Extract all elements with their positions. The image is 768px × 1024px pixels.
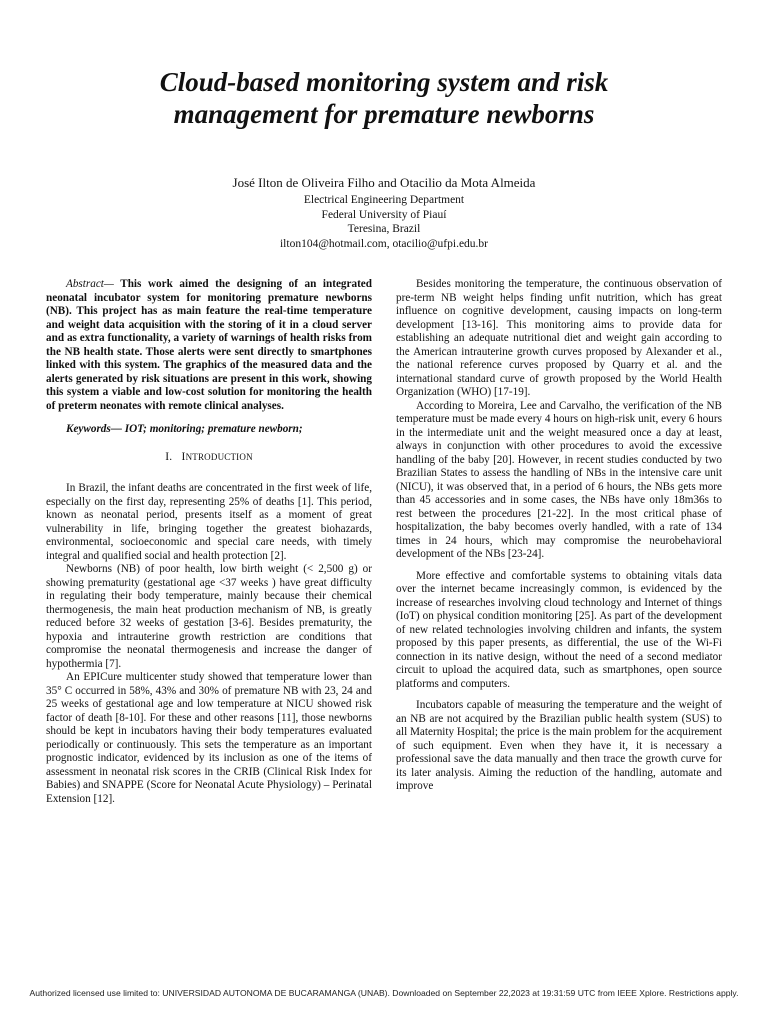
- affiliation-emails: ilton104@hotmail.com, otacilio@ufpi.edu.br: [279, 237, 489, 250]
- section-heading-introduction: [46, 451, 372, 465]
- title-line-1: Cloud-based monitoring system and risk: [159, 67, 609, 97]
- intro-paragraph-6: More effective and comfortable systems to obtaining vitals data over the internet became increasingly common, is evidenced by the increase of researches involving cloud technology and Internet of things (IoT) on physical condition monitoring [25]. As part of the development of new related technologies involving children and infants, the system proposed by this paper presents, as differential, the use of the Wi-Fi connection in its native design, without the need of a second mediator circuit to upload the acquired data, such as smartphones, open source platforms and computers.: [396, 569, 722, 690]
- intro-paragraph-4: Besides monitoring the temperature, the continuous observation of pre-term NB weight helps finding unfit nutrition, which has great influence on cognitive development, causing impacts on long-term development [13-16]. This monitoring aims to provide data for establishing an adequate nutritional diet and weight gain according to the American intrauterine growth curves proposed by Alexander et al., the national reference curves proposed by Quarry et al. and the international standard curve of growth proposed by the World Health Organization (WHO) [17-19].: [396, 278, 722, 398]
- affiliation-university: Federal University of Piauí: [321, 208, 447, 221]
- section-first-letter: I: [181, 450, 186, 463]
- affiliation: [0, 193, 768, 251]
- right-column: [396, 278, 722, 802]
- affiliation-location: Teresina, Brazil: [347, 223, 421, 235]
- keywords-label: Keywords—: [66, 423, 122, 435]
- paper-title: [0, 66, 768, 130]
- intro-paragraph-1: In Brazil, the infant deaths are concentrated in the first week of life, especially on the first day, representing 25% of deaths [1]. This period, known as neonatal period, presents itself as a moment of great vulnerability in life, bringing together the greatest biohazards, environmental, socioeconomic and special care needs, with timely integral and qualified social and health protection [2].: [46, 482, 372, 562]
- intro-paragraph-2: Newborns (NB) of poor health, low birth weight (< 2,500 g) or showing prematurity (gestational age <37 weeks ) have great difficulty in regulating their body temperature, mainly because their chemical thermogenesis, the main heat production mechanism of NB, is greatly reduced before 32 weeks of gestation [3-6]. Besides prematurity, the hypoxia and intrauterine growth restriction are conditions that compromise the neonatal thermogenesis and increase the danger of hypothermia [7].: [46, 563, 372, 670]
- title-line-2: management for premature newborns: [173, 99, 595, 129]
- abstract: [46, 278, 372, 413]
- intro-paragraph-3: An EPICure multicenter study showed that temperature lower than 35° C occurred in 58%, 43% and 30% of premature NB with 23, 24 and 25 weeks of gestational age and low temperature at NICU showed risk factor of death [8-10]. For these and other reasons [11], those newborns should be kept in incubators having their body temperatures evaluated periodically or continuously. This sets the temperature as an important prognostic indicator, evidenced by its inclusion as one of the items of assessment in neonatal risk scores in the CRIB (Clinical Risk Index for Babies) and SNAPPE (Score for Neonatal Acute Physiology) – Perinatal Extension [12].: [46, 671, 372, 805]
- left-column: [46, 278, 372, 814]
- intro-paragraph-7: Incubators capable of measuring the temperature and the weight of an NB are not acquired by the Brazilian public health system (SUS) to all Maternity Hospital; the price is the main problem for the acquirement of such equipment. Even when they have it, it is necessary a professional save the data manually and then trace the growth curve for its later analysis. Aiming the reduction of the handling, automate and improve: [396, 699, 722, 792]
- section-title-rest: NTRODUCTION: [185, 451, 253, 462]
- abstract-text: This work aimed the designing of an integrated neonatal incubator system for monitoring premature newborns (NB). This project has as main feature the real-time temperature and weight data acquisition with the storing of it in a cloud server and as extra functionality, a variety of warnings of health risks from the NB health state. Those alerts were sent directly to smartphones linked with this system. The graphics of the measured data and the alerts generated by risk situations are present in this work, showing this system a viable and low-cost solution for monitoring the health of preterm neonates with remote clinical analyses.: [46, 278, 372, 412]
- affiliation-department: Electrical Engineering Department: [303, 194, 465, 206]
- section-numeral: I.: [165, 450, 173, 463]
- keywords-text: IOT; monitoring; premature newborn;: [121, 423, 303, 435]
- keywords: [46, 423, 372, 437]
- abstract-label: Abstract—: [66, 278, 114, 290]
- authors: José Ilton de Oliveira Filho and Otacilio da Mota Almeida: [232, 175, 536, 190]
- license-footer: Authorized licensed use limited to: UNIVERSIDAD AUTONOMA DE BUCARAMANGA (UNAB). Downloaded on September 22,2023 at 19:31:59 UTC from IEEE Xplore. Restrictions apply.: [29, 988, 739, 998]
- intro-paragraph-5: According to Moreira, Lee and Carvalho, the verification of the NB temperature must be made every 4 hours on high-risk unit, every 6 hours in the intermediate unit and the weight measured once a day at least, always in conjunction with other procedures to avoid the excessive handling of the baby [20]. However, in recent studies conducted by two Brazilian States to assess the handling of NBs in the intensive care unit (NICU), it was observed that, in a period of 6 hours, the NBs gets more than 45 accessories and in some cases, the NBs have only 18m36s to rest between the procedures [21-22]. In the most critical phase of hospitalization, the baby becomes overly handled, with a rate of 134 times in 24 hours, which may compromise the neurobehavioral development of the NBs [23-24].: [396, 399, 722, 560]
